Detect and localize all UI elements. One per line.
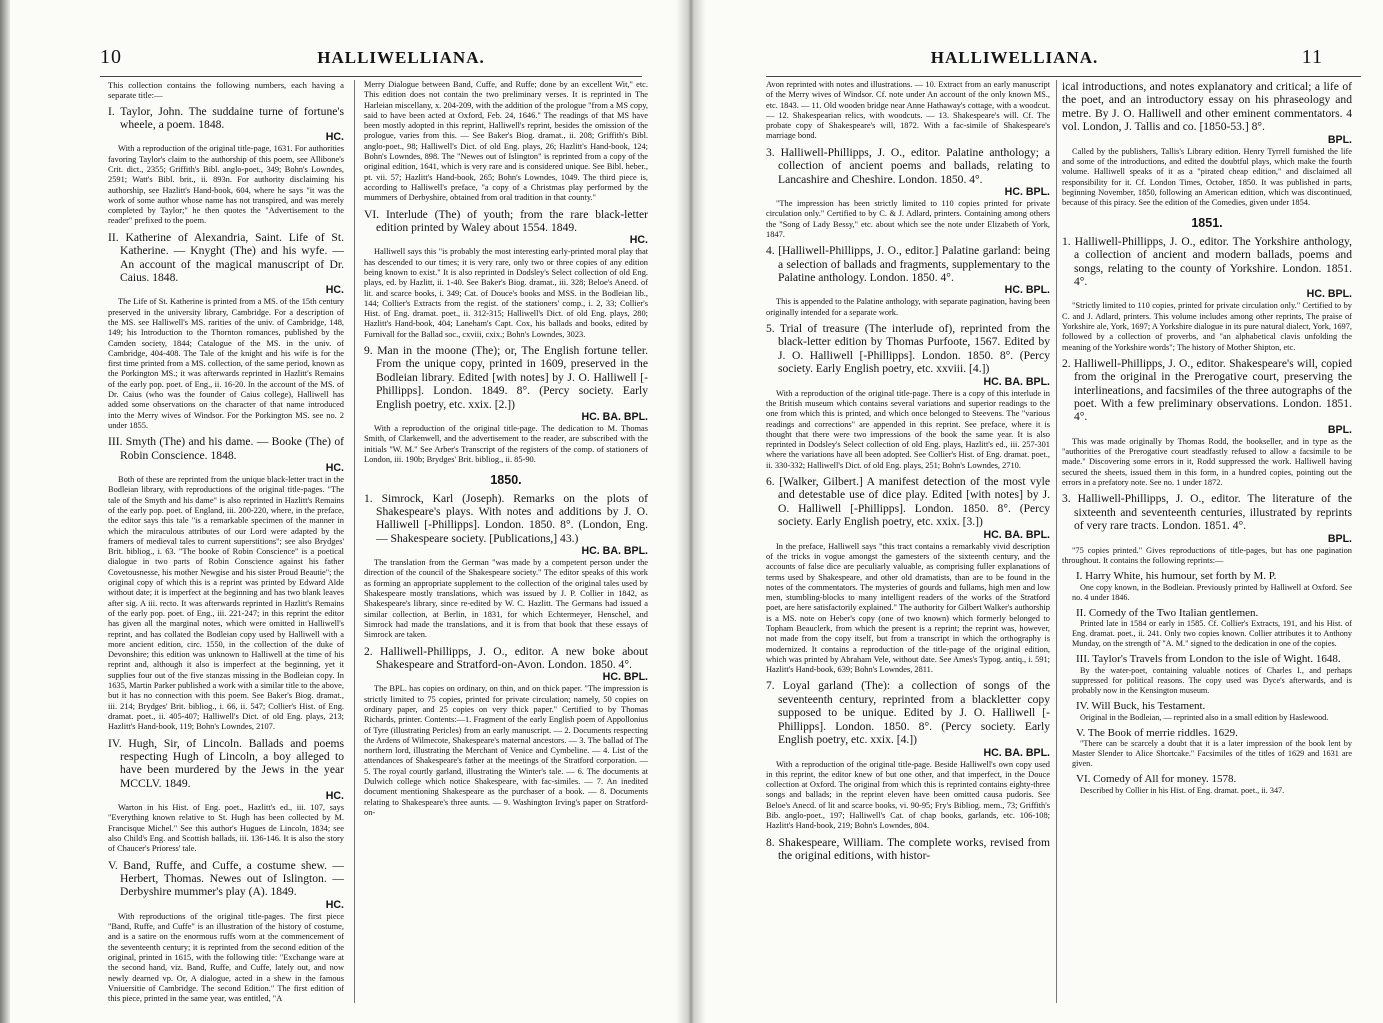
location-codes: HC. BA. BPL.: [983, 746, 1050, 759]
continued-note: Merry Dialogue between Band, Cuffe, and Ruffe; done by an excellent Wit," etc. This edition does not contain the two preliminary verses. It is reprinted in The Harleian miscellany, x. 204-209, with the addition of the prologue "from a MS copy, said to have been acted at Oxford, Feb. 24, 1646." The readings of that MS have been mostly adopted in this reprint, Halliwell's reprint, besides the omission of the prologue, varies from this. — See Baker's Biog. dramat., ii. 208; Griffith's Bibl. anglo-poet., 98; Halliwell's Dict. of old Eng. plays, 26; Hazlitt's Hand-book, 124; Bohn's Lowndes, 898. The "Newes out of Islington" is reprinted from a copy of the original edition, 1641, which is very rare and is considered unique. See Bibl. heber., pt. vii. 57; Hazlitt's Hand-book, 265; Bohn's Lowndes, 1049. The third piece is, according to Halliwell's preface, "a copy of a Christmas play performed by the mummers of Derbyshire, obtained from oral tradition in that county.": [364, 80, 648, 203]
entry-title: I. Taylor, John. The suddaine turne of fortune's wheele, a poem. 1848.: [108, 104, 344, 131]
entry-title: VI. Interlude (The) of youth; from the rare black-letter edition printed by Waley about 1554. 1849.: [364, 207, 648, 234]
sub-entry-note: "There can be scarcely a doubt that it is a later impression of the book lent by Master Slender to Alice Shortcake." Facsimiles of the titles of 1629 and 1631 are given.: [1072, 739, 1352, 769]
page-edge-shadow: [0, 0, 10, 1023]
entry-title: 2. Halliwell-Phillipps, J. O., editor. Shakespeare's will, copied from the original in the Prerogative court, preserving the interlineations, and facsimiles of the three autographs of the poet. With a few preliminary observations. London. 1851. 4°.: [1062, 356, 1352, 424]
header-rule: [766, 76, 1361, 77]
location-codes: BPL.: [1327, 532, 1352, 545]
book-gutter: [676, 0, 706, 1023]
sub-entry: [1062, 570, 1352, 603]
entry: [766, 146, 1050, 240]
entry: [364, 492, 648, 641]
location-codes: BPL.: [1327, 133, 1352, 146]
running-head: HALLIWELLIANA.: [317, 48, 485, 67]
right-page-header: [766, 48, 1323, 76]
entry-note: This is appended to the Palatine anthology, with separate pagination, having been originally intended for a separate work.: [766, 297, 1050, 317]
entry-note: The translation from the German "was made by a competent person under the direction of the council of the Shakespeare society." The editor speaks of this work as forming an appropriate supplement to the collection of the original tales used by Shakespeare mostly translations, which was issued by J. P. Collier in 1842, as Shakespeare's library, since re-edited by W. C. Hazlitt. The Germans had issued a similar collection, at Berlin, in 1831, for which Echtermeyer, Henschel, and Simrock had made the translations, and it is from that book that these essays of Simrock are taken.: [364, 558, 648, 640]
header-rule: [100, 76, 642, 77]
location-codes: HC.: [325, 284, 344, 297]
entry-title: III. Smyth (The) and his dame. — Booke (The) of Robin Conscience. 1848.: [108, 435, 344, 462]
entry: [364, 208, 648, 340]
left-page: [0, 0, 676, 1023]
entry: [108, 859, 344, 1005]
page-number: 11: [1301, 46, 1323, 68]
entry-note: Called by the publishers, Tallis's Library edition. Henry Tyrrell furnished the life and some of the introductions, and edited the doubtful plays, which make the fourth volume. Halliwell speaks of it as a "pirated cheap edition," and disclaimed all responsibility for it. Cf. London Times, October, 1850. It was published in parts, beginning November, 1850, following an American edition, which was discontinued, because of this piracy. See the edition of the Comedies, given under 1854.: [1062, 146, 1352, 208]
entry-title: 6. [Walker, Gilbert.] A manifest detection of the most vyle and detestable use of dice play. Edited [with notes] by J. O. Halliwell [-Phillipps]. London. 1850. 8°. (Percy society. Early English poetry, etc. xxix. [3.]): [766, 475, 1050, 529]
sub-entry-title: II. Comedy of the Two Italian gentlemen.: [1076, 606, 1259, 619]
entry-note: Warton in his Hist. of Eng. poet., Hazlitt's ed., iii. 107, says "Everything known relative to St. Hugh has been collected by M. Francisque Michel." See this author's Hugues de Lincoln, 1834; see also Child's Eng. and Scottish ballads, iii. 136-146. It is also the story of Chaucer's Prioress' tale.: [108, 803, 344, 854]
entry-title: 2. Halliwell-Phillipps, J. O., editor. A new boke about Shakespeare and Stratford-on-Avon. London. 1850. 4°.: [364, 644, 648, 671]
entry: [108, 435, 344, 732]
entry-title: IV. Hugh, Sir, of Lincoln. Ballads and poems respecting Hugh of Lincoln, a boy alleged to have been murdered by the Jews in the year MCCLV. 1849.: [108, 736, 344, 790]
entry: [108, 231, 344, 431]
sub-entry-note: Original in the Bodleian, — reprinted also in a small edition by Haslewood.: [1080, 712, 1329, 722]
entry-note: The BPL. has copies on ordinary, on thin, and on thick paper. "The impression is strictly limited to 75 copies, printed for private circulation; namely, 50 copies on ordinary paper, and 25 copies on very thick paper." Certified to by Thomas Richards, printer. Contents:—1. Fragment of the early English poem of Appollonius of Tyre (illustrating Pericles) from an early manuscript. — 2. Documents respecting the Ardens of Wilmecote, Shakespeare's maternal ancestors. — 3. The ballad of The northern lord, illustrating the Merchant of Venice and Cymbeline. — 4. List of the attendances of Shakespeare's father at the meetings of the Stratford corporation. — 5. The royal courtly garland, illustrating the Winter's tale. — 6. The documents at Dulwich college which notice Shakespeare, with fac-similes. — 7. An inedited document mentioning Shakespeare as the purchaser of a book. — 8. Documents relating to Shakespeare's three aunts. — 9. Washington Irving's paper on Stratford-on-: [364, 684, 648, 817]
entry: [766, 244, 1050, 318]
left-column-a: [108, 80, 344, 1015]
location-codes: HC. BA. BPL.: [581, 411, 648, 424]
location-codes: HC. BPL.: [1004, 284, 1050, 297]
left-page-header: [100, 48, 642, 76]
year-heading: 1850.: [490, 473, 522, 488]
location-codes: HC.: [325, 131, 344, 144]
location-codes: HC.: [325, 462, 344, 475]
sub-entry-title: VI. Comedy of All for money. 1578.: [1076, 773, 1237, 786]
location-codes: HC. BPL.: [1004, 186, 1050, 198]
entry-note: With a reproduction of the original title-page. Beside Halliwell's own copy used in this reprint, the editor knew of but one other, and that imperfect, in the Douce collection at Oxford. The original from which this is reprinted contains eighty-three songs and ballads; in the reprint eleven have been omitted causa pudoris. See Beloe's Anecd. of lit and scarce books, vi. 90-95; Fry's Bibliog. mem., 73; Griffith's Bib. anglo-poet., 197; Halliwell's Cat. of chap books, garlands, etc. 106-108; Hazlitt's Hand-book, 219; Bohn's Lowndes, 804.: [766, 759, 1050, 831]
right-column-b: [1062, 80, 1352, 1015]
entry-title: 9. Man in the moone (The); or, The English fortune teller. From the unique copy, printed in 1609, preserved in the Bodleian library. Edited [with notes] by J. O. Halliwell [-Phillipps]. London. 1849. 8°. (Percy society. Early English poetry, etc. xxix. [2.]): [364, 344, 648, 411]
entry-note: "The impression has been strictly limited to 110 copies printed for private circulation only." Certified to by C. & J. Adlard, printers. Containing among others the "Song of Lady Bessy," etc. about which see the note under Elizabeth of York, 1847.: [766, 199, 1050, 239]
entry: [766, 322, 1050, 471]
running-head: HALLIWELLIANA.: [930, 48, 1099, 67]
sub-entry-note: Printed late in 1584 or early in 1585. Cf. Collier's Extracts, 191, and his Hist. of Eng. dramat. poet., ii. 241. Only two copies known. Collier attributes it to Anthony Munday, on the strength of "A. M." signed to the dedication in one of the copies.: [1072, 619, 1352, 649]
entry-title: II. Katherine of Alexandria, Saint. Life of St. Katherine. — Knyght (The) and his wyfe. — An account of the magical manuscript of Dr. Caius. 1848.: [108, 230, 344, 284]
intro-text: This collection contains the following numbers, each having a separate title:—: [108, 80, 344, 101]
entry: [108, 737, 344, 855]
entry-list: [108, 105, 344, 1005]
entry-title: 3. Halliwell-Phillipps, J. O., editor. The literature of the sixteenth and seventeenth centuries, illustrated by reprints of very rare tracts. London. 1851. 4°.: [1062, 492, 1352, 533]
entry: [364, 645, 648, 819]
entry-note: Both of these are reprinted from the unique black-letter tract in the Bodleian library, with reproductions of the original title-pages. "The tale of the Smyth and his dame" is also reprinted in Hazlitt's Remains of the early pop. poet. of England, iii. 200-220, where, in the preface, the editor says this tale "is a remarkable specimen of the manner in which the miraculous attributes of our Lord were adapted by the framers of medieval tales to current superstitions"; see also Brydges' Brit. bibliog., i. 63. "The booke of Robin Conscience" is a poetical dialogue in two parts of Robin Conscience against his father Covetousnesse, his mother Newgise and his sister Proud Beautie"; the original copy of which this is a reprint was printed by Edward Alde without date; it is imperfect at the beginning and has two blank leaves after sig. A iii. recto. It was afterwards reprinted in Hazlitt's Remains of the early pop. poet. of Eng., iii. 221-247; in this reprint the editor has given all the marginal notes, which were omitted in Halliwell's reprint, and has collated the Bodleian copy used by Halliwell with a more ancient edition, circ. 1550, in the collection of the duke of Devonshire; this edition was unknown to Halliwell at the time of his reprint and, although it also is imperfect at the beginning, yet it supplies four out of the five stanzas missing in the Bodleian copy. In 1635, Martin Parker published a work with a similar title to the above, but it has no connection with this poem. See Baker's Biog. dramat., iii. 214; Brydges' Brit. bibliog., i. 66, ii. 547; Collier's Hist. of Eng. dramat. poet., ii. 405-407; Halliwell's Dict. of old Eng. plays, 213; Hazlitt's Hand-book, 119; Bohn's Lowndes, 2107.: [108, 475, 344, 732]
entry-note: With a reproduction of the original title-page. The dedication to M. Thomas Smith, of Clarkenwell, and the advertisement to the reader, are subscribed with the initials "W. M." See Arber's Transcript of the registers of the comp. of stationers of London, iii. 190b; Brydges' Brit. bibliog., ii. 85-90.: [364, 424, 648, 464]
entry-title: 1. Halliwell-Phillipps, J. O., editor. The Yorkshire anthology, a collection of ancient and modern ballads, poems and songs, relating to the county of Yorkshire. London. 1851. 4°.: [1062, 234, 1352, 288]
location-codes: HC. BPL.: [602, 671, 648, 684]
entry-title: 5. Trial of treasure (The interlude of), reprinted from the black-letter edition by Thomas Purfoote, 1567. Edited by J. O. Halliwell [-Phillipps]. London. 1850. 8°. (Percy society. Early English poetry, etc. xxviii. [4.]): [766, 322, 1050, 376]
entry: [766, 679, 1050, 831]
location-codes: HC.: [325, 790, 344, 803]
sub-entry-title: I. Harry White, his humour, set forth by M. P.: [1076, 570, 1277, 583]
entry: [364, 344, 648, 465]
entry-note: "75 copies printed." Gives reproductions of title-pages, but has one pagination throughout. It contains the following reprints:—: [1062, 545, 1352, 565]
entry: [1062, 492, 1352, 566]
entry-note: The Life of St. Katherine is printed from a MS. of the 15th century preserved in the university library, Cambridge. For a description of the MS. see Halliwell's MS. rarities of the univ. of Cambridge, 148, 149; his Introduction to the Thornton romances, published by the Camden society, 1844; Catalogue of the MS. in the univ. of Cambridge, 404-408. The Tale of the knight and his wife is for the first time printed from a MS. collection, of the same period, known as the Porkington MS.; it was afterwards reprinted in Hazlitt's Remains of the early pop. poet. of Eng., ii. 16-20. In the account of the MS. of Dr. Caius (who was the founder of Caius college), Halliwell has added some observations on the character of that name introduced into the Merry wives of Windsor. For the Porkington MS. see no. 2 under 1855.: [108, 297, 344, 430]
entry-title: 7. Loyal garland (The): a collection of songs of the seventeenth century, reprinted from a blackletter copy supposed to be unique. Edited by J. O. Halliwell [-Phillipps]. London. 1850. 8°. (Percy society. Early English poetry, etc. xxix. [4.]): [766, 679, 1050, 747]
sub-entry-note: Described by Collier in his Hist. of Eng. dramat. poet., ii. 347.: [1080, 785, 1285, 795]
sub-entry-title: V. The Book of merrie riddles. 1629.: [1076, 726, 1238, 739]
sub-entry: [1062, 727, 1352, 770]
entry-note: "Strictly limited to 110 copies, printed for private circulation only." Certified to by C. and J. Adlard, printers. This volume includes among other reprints, The praise of Yorkshire ale, York, 1697; A Yorkshire dialogue in its pure natural dialect, York, 1697, followed by a collection of proverbs, and "an alphabetical clavis unfolding the meaning of the Yorkshire words"; The history of Mother Shipton, etc.: [1062, 301, 1352, 352]
column-rule: [1056, 80, 1057, 1003]
column-rule: [354, 80, 355, 1003]
entry-title: V. Band, Ruffe, and Cuffe, a costume shew. — Herbert, Thomas. Newes out of Islington. — Derbyshire mummer's play (A). 1849.: [108, 858, 344, 899]
sub-entry-note: One copy known, in the Bodleian. Previously printed by Halliwell at Oxford. See no. 4 under 1846.: [1072, 582, 1352, 602]
entry-note: In the preface, Halliwell says "this tract contains a remarkably vivid description of the tricks in vogue amongst the gamesters of the sixteenth century, and the accounts of false dice are peculiarly valuable, as comprising fuller explanations of terms used by Shakespeare, and other old dramatists, than are to be found in the notes of the commentators. The mysteries of gourds and fullams, high men and low men, stumbling-blocks to many intelligent readers of the works of the Stratford poet, are here satisfactorily explained." The authority for Gilbert Walker's authorship is a MS. note on Heber's copy (one of two known) which formerly belonged to Topham Beauclerk, from which the present is a reprint; the reprint was, however, not made from the copy itself, but from a transcript in which the orthography is modernized. It contains a reproduction of the title-page of the original edition, which was printed by Abraham Vele, without date. See Ames's Typog. antiq., i. 591; Hazlitt's Hand-book, 639; Bohn's Lowndes, 2811.: [766, 541, 1050, 675]
location-codes: HC.: [325, 898, 344, 911]
page-number: 10: [100, 46, 122, 68]
sub-entry: [1062, 653, 1352, 696]
year-heading: 1851.: [1191, 216, 1223, 231]
location-codes: HC. BA. BPL.: [983, 528, 1050, 541]
left-column-b: [364, 80, 648, 1015]
entry: [108, 105, 344, 227]
entry-note: This was made originally by Thomas Rodd, the bookseller, and in type as the "authorities of the Prerogative court steadfastly refused to allow a facsimile to be made." Discovering some errors in it, Rodd suppressed the work. Halliwell having secured the sheets, issued them in this form, in a hundred copies, pointing out the errors in a prefatory note. See no. 1 under 1872.: [1062, 436, 1352, 488]
entry: [766, 836, 1050, 863]
entry-title: 1. Simrock, Karl (Joseph). Remarks on the plots of Shakespeare's plays. With notes and additions by J. O. Halliwell [-Phillipps]. London. 1850. 8°. (London, Eng. — Shakespeare society. [Publications,] 43.): [364, 491, 648, 545]
entry: [1062, 235, 1352, 353]
entry-title: 4. [Halliwell-Phillipps, J. O., editor.] Palatine garland: being a selection of ballads and fragments, supplementary to the Palatine anthology. London. 1850. 4°.: [766, 244, 1050, 284]
entry: [1062, 80, 1352, 208]
location-codes: HC. BPL.: [1306, 288, 1352, 301]
entry-note: With a reproduction of the original title-page, 1631. For authorities favoring Taylor's claim to the authorship of this poem, see Allibone's Crit. dict., 2355; Griffith's Bibl. anglo-poet., 349; Bohn's Lowndes, 2591; Watt's Bibl. brit., ii. 893n. For authority disclaiming his authorship, see Hazlitt's Hand-book, 604, where he says "it was the work of some author whose name has not transpired, and was merely completed by Taylor;" he then quotes the "Advertisement to the reader" prefixed to the poem.: [108, 144, 344, 226]
location-codes: HC. BA. BPL.: [581, 545, 648, 558]
sub-entry-title: IV. Will Buck, his Testament.: [1076, 699, 1206, 712]
sub-entry: [1062, 700, 1352, 723]
entry: [766, 475, 1050, 675]
entry: [1062, 357, 1352, 489]
entry-note: With a reproduction of the original title-page. There is a copy of this interlude in the British museum which contains several variations and superior readings to the one from which this is printed, and which once belonged to Steevens. The "various readings and corrections" are appended in this reprint. See preface, where it is thought that there were two impressions of the book the same year. It is also reprinted in Dodsley's Select collection of old Eng. plays, Hazlitt's ed., iii. 257-301 where the variations have all been adopted. See Collier's Hist. of Eng. dramat. poet., ii. 330-332; Halliwell's Dict. of old Eng. plays, 251; Bohn's Lowndes, 2710.: [766, 388, 1050, 470]
sub-entry-note: By the water-poet, containing valuable notices of Charles I., and perhaps suppressed for political reasons. The copy used was Dyce's afterwards, and is probably now in the Kensington museum.: [1072, 665, 1352, 695]
entry-title: 3. Halliwell-Phillipps, J. O., editor. Palatine anthology; a collection of ancient poems and ballads, relating to Lancashire and Cheshire. London. 1850. 4°.: [766, 145, 1050, 186]
sub-entry: [1062, 773, 1352, 796]
entry-title-continued: ical introductions, and notes explanatory and critical; a life of the poet, and an introductory essay on his phraseology and metre. By J. O. Halliwell and other eminent commentators. 4 vol. London, J. Tallis and co. [1850-53.] 8°.: [1062, 80, 1352, 134]
location-codes: HC.: [629, 234, 648, 247]
continued-note: Avon reprinted with notes and illustrations. — 10. Extract from an early manuscript of the Merry wives of Windsor. Cf. note under An account of the only known MS., etc. 1843. — 11. Old wooden bridge near Anne Hathaway's cottage, with a woodcut. — 12. Shakespearian relics, with woodcuts. — 13. Shakespeare's will. Cf. The probate copy of Shakespeare's will, 1872. With a fac-simile of Shakespeare's marriage bond.: [766, 80, 1050, 141]
sub-entry-title: III. Taylor's Travels from London to the isle of Wight. 1648.: [1076, 653, 1341, 666]
entry-note: With reproductions of the original title-pages. The first piece "Band, Ruffe, and Cuffe" is an illustration of the history of costume, and is a satire on the enormous ruffs worn at the commencement of the seventeenth century; it is reprinted from the second edition of the original, printed in 1615, with the following title: "Exchange ware at the second hand, viz. Band, Ruffe, and Cuffe, lately out, and now newly dearned vp. Or, A dialogue, acted in a shew in the famous Vniuersitie of Cambridge. The second Edition." The first edition of this piece, printed in the same year, was entitled, "A: [108, 911, 344, 1004]
entry-title: 8. Shakespeare, William. The complete works, revised from the original editions, with histor-: [766, 835, 1050, 862]
sub-entry: [1062, 607, 1352, 650]
location-codes: HC. BA. BPL.: [983, 375, 1050, 388]
right-page: [706, 0, 1383, 1023]
location-codes: BPL.: [1327, 423, 1352, 436]
right-column-a: [766, 80, 1050, 1015]
entry-note: Halliwell says this "is probably the most interesting early-printed moral play that has descended to our times; it is very rare, only two or three copies of any edition being known to exist." It is also reprinted in Dodsley's Select collection of old Eng. plays, ed. by Hazlitt, ii. 1-40. See Baker's Biog. dramat., iii. 328; Beloe's Anecd. of lit. and scarce books, i. 349; Cat. of Douce's books and MSS. in the Bodleian lib., 144; Collier's Extracts from the regist. of the stationers' comp., i. 2, 33; Collier's Hist. of Eng. dramat. poet., ii. 312-315; Halliwell's Dict. of old Eng. plays, 280; Hazlitt's Hand-book, 404; Laneham's Capt. Cox, his ballads and books, edited by Furnivall for the Ballad soc., cxviii, cxix.; Bohn's Lowndes, 3023.: [364, 247, 648, 339]
